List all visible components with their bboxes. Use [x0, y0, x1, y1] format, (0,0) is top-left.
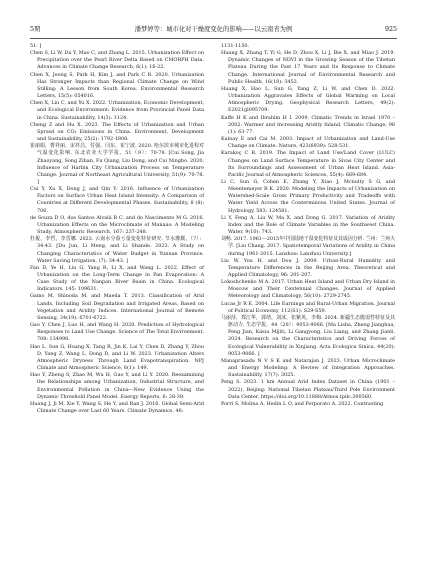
reference-entry: Gamo M, Shinoda M, and Maeda T. 2013. Classification of Arid Lands, Including Soil Degradation and Irrigated Areas, Based on Vegetation and Aridity Indices. International Journal of Remote Sensing, 34(19): 6701-6722.	[30, 293, 204, 321]
reference-entry: 刘畅. 2017. 1961—2015年中国陆地干湿变化特征及其成因分析. 兰州：兰州大学. [Liu Chang. 2017. Spatiotemporal Variations of Aridity in China during 1961-2015. Lanzhou: Lanzhou University.]	[221, 236, 395, 257]
reference-entry: Hao Y, Zheng S, Zhao M, Wu H, Guo Y, and Li Y. 2020. Reexamining the Relationships among Urbanization, Industrial Structure, and Environmental Pollution in China—New Evidence Using the Dynamic Threshold Panel Model. Energy Reports, 6: 28-39.	[30, 372, 204, 400]
running-header	[30, 24, 397, 36]
reference-entry: 1131-1150.	[221, 43, 250, 49]
reference-entry: Kaffe H K and Ibrahim H I. 2009. Climatic Trends in Israel 1970 – 2002: Warmer and Increasing Aridity Inland. Climatic Change, 96 (1): 63-77.	[221, 114, 395, 135]
reference-entry: 崔丽娟，曹祥丽，宋祥昌，付强，闫东，崔宁波. 2020. 哈尔滨市城市化进程对气温变化影响. 东北农业大学学报，51（9）：70-78. [Cui Song, Jia Zhaoyang, Song Zihan, Fu Qiang, Liu Dong, and Cui Ningbo. 2020. Influence of Harbin City Urbanization Process on Temperature Change. Journal of Northeast Agricultural University, 51(9): 70-78. ]	[30, 143, 204, 185]
reference-entry: Gao Y, Chen J, Luo H, and Wang H. 2020. Prediction of Hydrological Responses to Land Use Change. Science of The Total Environment, 708: 134998.	[30, 322, 204, 343]
reference-entry: Huang J, Ji M, Xie Y, Wang S, He Y, and Ran J. 2016. Global Semi-Arid Climate Change over Last 60 Years. Climate Dynamics, 46:	[30, 400, 204, 414]
reference-entry: Kalnay E and Cai M. 2003. Impact of Urbanization and Land-Use Change on Climate. Nature, 423(6939): 528-531.	[221, 136, 395, 150]
reference-entry: Lucas Jr R E. 2004. Life Earnings and Rural-Urban Migration. Journal of Political Economy, 112(S1): S29-S59.	[221, 300, 395, 314]
header-rule	[30, 38, 397, 39]
reference-entry: Chen X, Liu C, and Yu X. 2022. Urbanization, Economic Development, and Ecological Environment: Evidence from Provincial Panel Data in China. Sustainability, 14(3): 1124.	[30, 100, 204, 121]
page-number: 925	[384, 26, 397, 33]
reference-entry: Lokoshchenko M A. 2017. Urban Heat Island and Urban Dry Island in Moscow and Their Centennial Changes. Journal of Applied Meteorology and Climatology, 56(10): 2729-2745.	[221, 279, 395, 300]
reference-entry: 51. ]	[30, 43, 42, 49]
reference-entry: Porri S, Molina A, Hedin L O, and Porporato A. 2022. Contrasting	[221, 400, 384, 407]
reference-entry: Fan D, Ye H, Liu G, Yang R, Li X, and Wang L. 2022. Effect of Urbanization on the Long-Term Change in Pan Evaporation: A Case Study of the Nanpan River Basin in China. Ecological Indicators, 145: 109631.	[30, 264, 204, 293]
reference-entry: Li Y, Feng A, Liu W, Ma X, and Dong G. 2017. Variation of Aridity Index and the Role of Climate Variables in the Southwest China. Water, 9(10): 743.	[221, 214, 395, 236]
reference-entry: Chen X, Jeong S, Park H, Kim J, and Park C R. 2020. Urbanization Has Stronger Impacts than Regional Climate Change on Wind Stilling: A Lesson from South Korea. Environmental Research Letters, 15(5): 054016.	[30, 71, 204, 100]
reference-entry: Hao L, Sun G, Huang X, Tang R, Jin K, Lai Y, Chen D, Zhang Y, Zhou D, Yang Z, Wang L, Dong D, and Li W. 2023. Urbanization Alters Atmospheric Dryness Through Land Evapotranspiration. NPJ Climate and Atmospheric Science, 6(1): 149.	[30, 343, 204, 372]
reference-entry: Chen S, Li W, Du Y, Mao C, and Zhang L. 2015. Urbanization Effect on Precipitation over the Pearl River Delta Based on CMORPH Data. Advances in Climate Change Research, 6(1): 16-22.	[30, 50, 204, 71]
reference-entry: 马丽莎，郑江华，郭靖，刘冰，张紫英，李梅. 2024. 新疆生态脆弱性特征及其驱动力. 生态学报，44（20）：9053-9066. [Ma Lisha, Zheng Jianghua, Peng Jian, Kasiu Mijiti, Li Gangyong, Liu Liang, and Zhang Jianli. 2024. Research on the Characteristics and Driving Forces of Ecological Vulnerability in Xinjiang. Acta Ecologica Sinica, 44(20): 9053-9066. ]	[221, 314, 395, 357]
reference-entry: Cui Y, Xu X, Dong J, and Qin Y. 2016. Influence of Urbanization Factors on Surface Urban Heat Island Intensity: A Comparison of Countries at Different Developmental Phases. Sustainability, 8 (8): 706.	[30, 186, 204, 214]
running-title: 潘梦婷等：城市化对干燥度变化的影响——以云南省为例	[134, 26, 293, 33]
reference-entry: Cheng Z and Hu X. 2023. The Effects of Urbanization and Urban Sprawl on CO₂ Emissions in China. Environment, Development and Sustainability, 25(2): 1792-1808.	[30, 121, 204, 143]
reference-entry: Manaprasada N V S K and Natarajan J. 2023. Urban Microclimate and Energy Modeling: A Review of Integration Approaches. Sustainability, 17(7): 3025.	[221, 357, 395, 379]
reference-entry: 杜俊，李哲，李晋娜. 2023. 云南水分盈亏量变化特征研究. 节水灌溉，（7）：34-43. [Du Jun, Li Meng, and Li Shande. 2023. A Study on Changing Characteristics of Water Budget in Yunnan Province. Water Saving Irrigation, (7): 34-43. ]	[30, 236, 204, 264]
reference-entry: Huang X, Hao L, Sun G, Yang Z, Li W, and Chen D. 2022. Urbanization Aggravates Effects of Global Warming on Local Atmospheric Drying. Geophysical Research Letters, 49(2): E2021gl095709.	[221, 85, 395, 114]
issue-number: 5期	[30, 26, 41, 33]
reference-column-right	[221, 43, 395, 408]
reference-entry: de Souza D O, dos Santos Alvalá R C, and do Nascimento M G. 2016. Urbanization Effects on the Microclimate of Manaus: A Modeling Study. Atmospheric Research, 167: 237-248.	[30, 214, 204, 236]
reference-entry: Li C, Sun G, Cohen E, Zhang Y, Xiao J, Mcnulty S G, and Meentemeyer R K. 2020. Modeling the Impacts of Urbanization on Watershed-Scale Gross Primary Productivity and Tradeoffs with Water Yield Across the Conterminous United States. Journal of Hydrology, 583: 124581.	[221, 178, 395, 214]
reference-entry: Peng S. 2023. 1 km Annual Arid Index Dataset in China (1901 – 2022). Beijing: National Tibetan Plateau/Third Pole Environment Data Center. https://doi.org/10.11888/Atmos.tpdc.300560.	[221, 379, 395, 400]
reference-entry: Huang X, Zhang T, Yi G, He D, Zhou X, Li J, Bie X, and Miao J. 2019. Dynamic Changes of NDVI in the Growing Season of the Tibetan Plateau During the Past 17 Years and Its Response to Climate Change. International Journal of Environmental Research and Public Health, 16(18): 3452.	[221, 50, 395, 85]
reference-column-left	[30, 43, 204, 415]
reference-entry: Karakoç C B. 2019. The Impact of Land Use/Land Cover (LULC) Changes on Land Surface Temperature in Sivas City Center and Its Surroundings and Assessment of Urban Heat Island. Asia-Pacific Journal of Atmospheric Sciences, 55(4): 669-684.	[221, 150, 395, 178]
reference-entry: Liu W, You H, and Dou J. 2009. Urban-Rural Humidity and Temperature Differences in the Beijing Area. Theoretical and Applied Climatology, 96: 201-207.	[221, 257, 395, 278]
